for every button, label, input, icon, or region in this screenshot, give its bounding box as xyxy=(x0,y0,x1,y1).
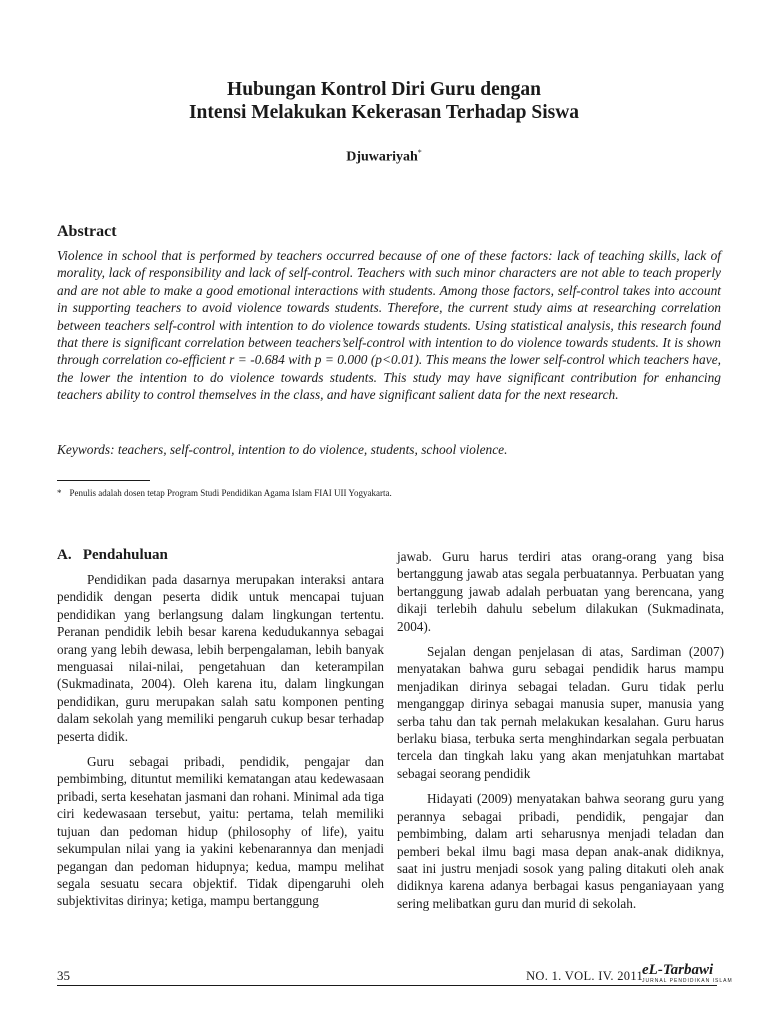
paragraph: Guru sebagai pribadi, pendidik, pengajar dan pembimbing, dituntut memiliki kematangan atau kedewasaan pribadi, serta kesehatan jasmani dan rohani. Minimal ada tiga ciri kedewasaan tersebut, yaitu: pertama, telah memiliki tujuan dan pedoman hidup (philosophy of life), yaitu sekumpulan nilai yang ia yakini kebenarannya dan menjadi pegangan dan pedoman hidupnya; kedua, mampu melihat segala sesuatu secara objektif. Tidak dipengaruhi oleh subjektivitas dirinya; ketiga, mampu bertanggung xyxy=(57,754,384,909)
right-column xyxy=(397,548,724,920)
paragraph: Pendidikan pada dasarnya merupakan interaksi antara pendidik dengan peserta didik untuk mencapai tujuan pendidikan yang berlangsung dalam lingkungan tertentu. Peranan pendidik lebih besar karena kedudukannya sebagai orang yang lebih dewasa, lebih berpengalaman, lebih banyak menguasai nilai-nilai, pengetahuan dan keterampilan (Sukmadinata, 2004). Oleh karena itu, dalam lingkungan pendidikan, guru merupakan salah satu komponen penting dalam sekolah yang memiliki pengaruh cukup besar terhadap peserta didik. xyxy=(57,572,384,744)
page-number: 35 xyxy=(57,968,70,983)
paper-title xyxy=(0,78,768,124)
journal-issue: NO. 1. VOL. IV. 2011 xyxy=(526,969,643,983)
section-heading: A. Pendahuluan xyxy=(57,547,168,563)
footnote xyxy=(57,487,392,499)
keywords: Keywords: teachers, self-control, intention to do violence, students, school violence. xyxy=(57,442,508,457)
title-line-1: Hubungan Kontrol Diri Guru dengan xyxy=(227,79,541,100)
title-line-2: Intensi Melakukan Kekerasan Terhadap Siswa xyxy=(188,102,580,123)
abstract-body: Violence in school that is performed by teachers occurred because of one of these factors: lack of teaching skills, lack of morality, lack of responsibility and lack of self-control. Teachers with such minor characters are not able to teach properly and are not able to make a good emotional interactions with students. Among those factors, self-control takes into account in supporting teachers to avoid violence towards students. Therefore, the current study aims at researching correlation between teachers self-control with intention to do violence towards students. Using statistical analysis, this research found that there is significant correlation between teachers’self-control with intention to do violence towards students. It is shown through correlation co-efficient r = -0.684 with p = 0.000 (p<0.01). This means the lower self-control which teachers have, the lower the intention to do violence towards students. This study may have significant contribution for enhancing teachers ability to control themselves in the class, and have significant salient data for the next research. xyxy=(57,248,721,403)
footer-rule xyxy=(57,985,717,986)
abstract-heading: Abstract xyxy=(57,223,117,240)
footnote-mark: * xyxy=(57,488,62,498)
author xyxy=(0,148,768,166)
logo-text: eL-Tarbawi xyxy=(642,962,714,978)
footnote-divider xyxy=(57,480,150,481)
paragraph: jawab. Guru harus terdiri atas orang-orang yang bisa bertanggung jawab atas segala perbuatannya. Perbuatan yang bertanggung jawab adalah perbuatan yang berencana, yang dikaji terlebih dahulu sebelum dilakukan (Sukmadinata, 2004). xyxy=(397,549,724,634)
journal-logo xyxy=(642,962,733,988)
author-footnote-mark: * xyxy=(417,148,422,157)
footnote-text: Penulis adalah dosen tetap Program Studi Pendidikan Agama Islam FIAI UII Yogyakarta. xyxy=(69,488,392,498)
author-name: Djuwariyah xyxy=(346,149,418,165)
paragraph: Sejalan dengan penjelasan di atas, Sardiman (2007) menyatakan bahwa guru sebagai pendidik harus mampu menjadikan dirinya sebagai teladan. Guru tidak perlu menganggap dirinya sebagai manusia super, manusia yang serba tahu dan tak pernah melakukan kesalahan. Guru harus berlaku biasa, terbuka serta menghindarkan segala perbuatan tercela dan tingkah laku yang akan menjatuhkan martabat sebagai seorang pendidik xyxy=(397,644,724,781)
paragraph: Hidayati (2009) menyatakan bahwa seorang guru yang perannya sebagai pribadi, pendidik, pengajar dan pembimbing, dalam arti seharusnya menjadi teladan dan pemberi bekal ilmu bagi masa depan anak-anak didiknya, saat ini justru menjadi sosok yang paling ditakuti oleh anak didiknya karena adanya berbagai kasus penganiayaan yang sering melibatkan guru dan murid di sekolah. xyxy=(397,791,724,911)
left-column xyxy=(57,545,384,918)
logo-subtitle: JURNAL PENDIDIKAN ISLAM xyxy=(642,978,733,984)
